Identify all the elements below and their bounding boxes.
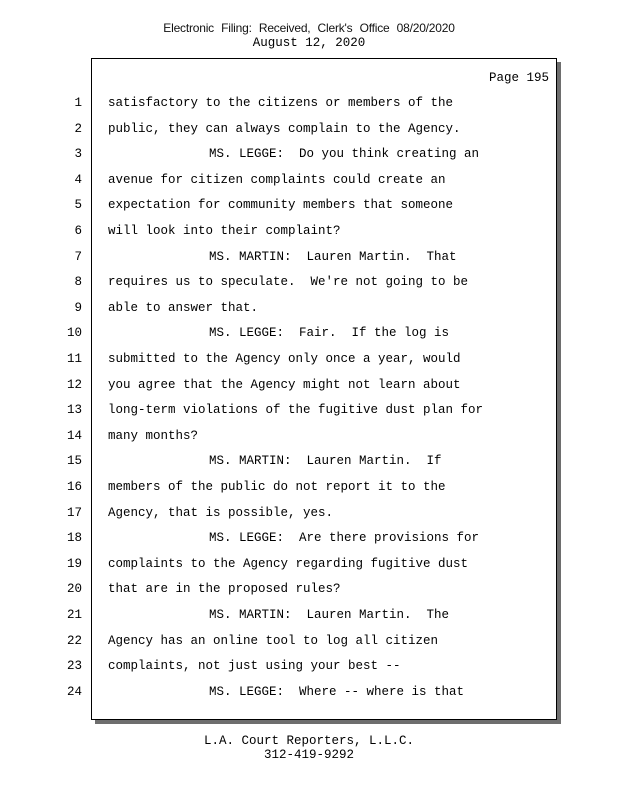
line-number: 8 — [74, 275, 82, 289]
line-number: 4 — [74, 173, 82, 187]
transcript-line: you agree that the Agency might not learn about — [108, 378, 461, 392]
transcript-line: will look into their complaint? — [108, 224, 341, 238]
line-number: 2 — [74, 122, 82, 136]
page-number: Page 195 — [488, 71, 549, 85]
footer-company: L.A. Court Reporters, L.L.C. — [203, 734, 415, 748]
transcript-line: avenue for citizen complaints could create an — [108, 173, 446, 187]
line-number: 21 — [66, 608, 82, 622]
line-number: 20 — [66, 582, 82, 596]
line-number: 5 — [74, 198, 82, 212]
transcript-line: MS. MARTIN: Lauren Martin. If — [209, 454, 442, 468]
transcript-line: MS. LEGGE: Fair. If the log is — [209, 326, 450, 340]
line-number: 12 — [66, 378, 82, 392]
line-number: 19 — [66, 557, 82, 571]
document-date: August 12, 2020 — [252, 36, 366, 50]
line-number: 13 — [66, 403, 82, 417]
line-number: 3 — [74, 147, 82, 161]
transcript-line: expectation for community members that someone — [108, 198, 454, 212]
line-number: 10 — [66, 326, 82, 340]
line-number: 16 — [66, 480, 82, 494]
line-number: 24 — [66, 685, 82, 699]
transcript-line: MS. LEGGE: Where -- where is that — [209, 685, 465, 699]
transcript-line: complaints, not just using your best -- — [108, 659, 401, 673]
transcript-line: complaints to the Agency regarding fugitive dust — [108, 557, 469, 571]
transcript-line: able to answer that. — [108, 301, 259, 315]
transcript-line: members of the public do not report it to the — [108, 480, 446, 494]
filing-stamp: Electronic Filing: Received, Clerk's Office 08/20/2020 — [163, 21, 455, 35]
line-number: 1 — [74, 96, 82, 110]
footer-phone: 312-419-9292 — [263, 748, 354, 762]
transcript-line: MS. MARTIN: Lauren Martin. The — [209, 608, 450, 622]
transcript-line: long-term violations of the fugitive dust plan for — [108, 403, 484, 417]
transcript-line: many months? — [108, 429, 199, 443]
transcript-line: MS. LEGGE: Are there provisions for — [209, 531, 480, 545]
transcript-line: submitted to the Agency only once a year, would — [108, 352, 461, 366]
transcript-line: Agency has an online tool to log all citizen — [108, 634, 439, 648]
line-number: 17 — [66, 506, 82, 520]
line-number: 15 — [66, 454, 82, 468]
line-number: 18 — [66, 531, 82, 545]
line-number: 9 — [74, 301, 82, 315]
transcript-line: Agency, that is possible, yes. — [108, 506, 334, 520]
transcript-line: requires us to speculate. We're not going to be — [108, 275, 469, 289]
line-number: 22 — [66, 634, 82, 648]
line-number: 14 — [66, 429, 82, 443]
line-number: 23 — [66, 659, 82, 673]
transcript-line: that are in the proposed rules? — [108, 582, 341, 596]
transcript-line: public, they can always complain to the Agency. — [108, 122, 461, 136]
line-number: 7 — [74, 250, 82, 264]
transcript-line: MS. LEGGE: Do you think creating an — [209, 147, 480, 161]
line-number: 11 — [66, 352, 82, 366]
transcript-line: MS. MARTIN: Lauren Martin. That — [209, 250, 457, 264]
line-number: 6 — [74, 224, 82, 238]
transcript-line: satisfactory to the citizens or members of the — [108, 96, 454, 110]
